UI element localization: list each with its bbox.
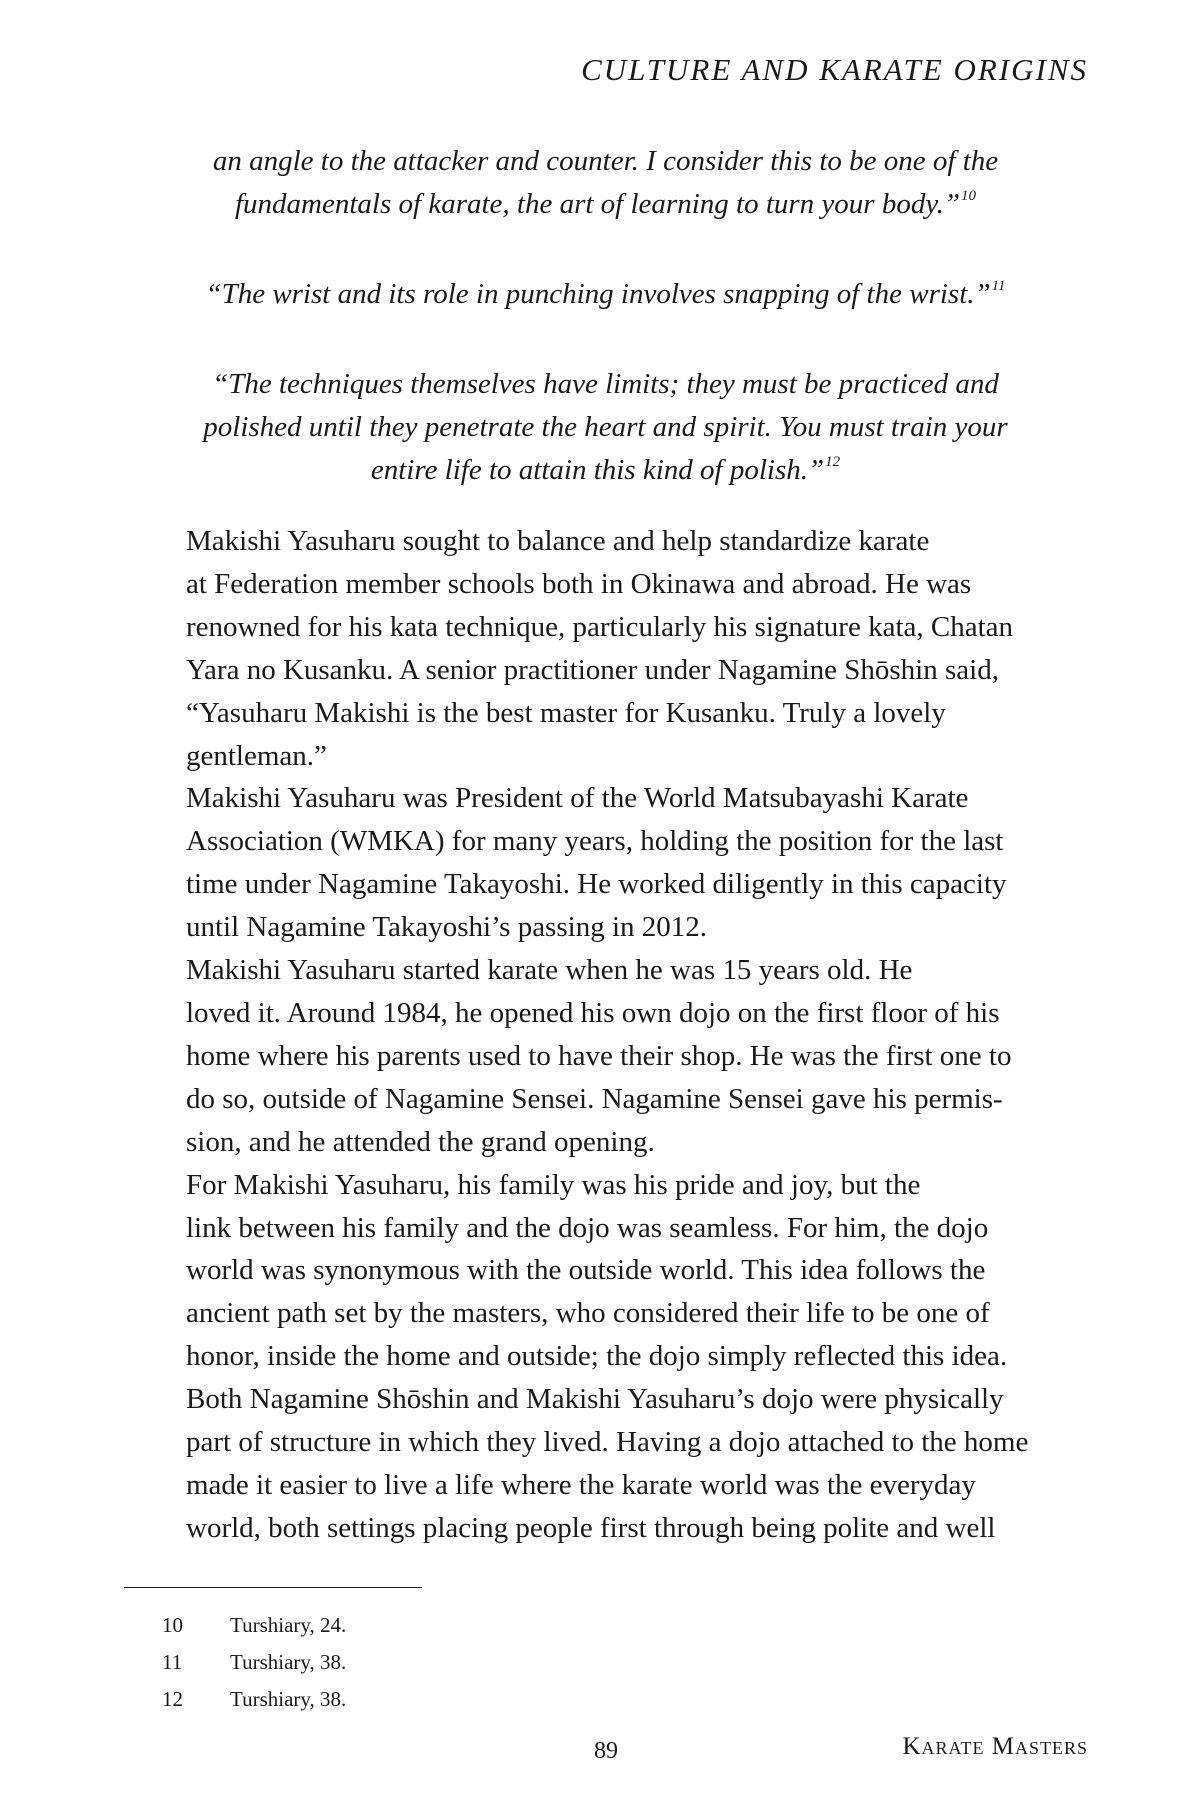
quote-line <box>124 449 1087 492</box>
text-line: Association (WMKA) for many years, holding the position for the last <box>186 825 1004 858</box>
text-line: For Makishi Yasuharu, his family was his pride and joy, but the <box>186 1168 921 1201</box>
quote-line-text: fundamentals of karate, the art of learning to turn your body.” <box>235 188 960 220</box>
text-line: do so, outside of Nagamine Sensei. Nagamine Sensei gave his permis- <box>186 1082 1003 1115</box>
text-line: until Nagamine Takayoshi’s passing in 2012. <box>186 911 707 944</box>
footnote <box>162 1681 346 1718</box>
footnote-number: 12 <box>162 1687 183 1711</box>
page-number: 89 <box>594 1738 618 1764</box>
text-line: part of structure in which they lived. Having a dojo attached to the home <box>186 1426 1029 1459</box>
footnote <box>162 1607 346 1644</box>
text-line: world, both settings placing people first through being polite and well <box>186 1511 996 1544</box>
paragraph <box>124 520 1088 777</box>
footnote-text: Turshiary, 38. <box>230 1650 347 1674</box>
footnotes <box>162 1607 346 1718</box>
footnote-text: Turshiary, 38. <box>230 1687 347 1711</box>
text-line: Makishi Yasuharu sought to balance and help standardize karate <box>186 525 930 557</box>
quote-line-text: entire life to attain this kind of polish.” <box>370 454 825 486</box>
quote-block <box>124 140 1087 226</box>
quote-line <box>124 183 1087 226</box>
paragraph <box>124 1164 1088 1550</box>
footnote-number: 11 <box>162 1650 183 1674</box>
footnote-ref: 10 <box>960 188 976 204</box>
footnote-divider <box>124 1587 422 1588</box>
text-line: “Yasuharu Makishi is the best master for Kusanku. Truly a lovely <box>186 696 946 729</box>
footnote-text: Turshiary, 24. <box>230 1613 347 1637</box>
footnote <box>162 1644 346 1681</box>
footnote-ref: 12 <box>825 454 841 470</box>
text-line: renowned for his kata technique, particularly his signature kata, Chatan <box>186 610 1014 643</box>
block-quotes <box>124 140 1087 492</box>
text-line: honor, inside the home and outside; the dojo simply reflected this idea. <box>186 1340 1008 1373</box>
text-line: link between his family and the dojo was seamless. For him, the dojo <box>186 1211 989 1244</box>
paragraph <box>124 949 1088 1164</box>
quote-block <box>124 273 1087 316</box>
body-text <box>124 520 1088 1550</box>
text-line: world was synonymous with the outside world. This idea follows the <box>186 1254 986 1287</box>
footnote-number: 10 <box>162 1613 183 1637</box>
text-line: gentleman.” <box>186 739 327 772</box>
text-line: at Federation member schools both in Okinawa and abroad. He was <box>186 567 972 600</box>
text-line: Both Nagamine Shōshin and Makishi Yasuharu’s dojo were physically <box>186 1383 1004 1416</box>
quote-line <box>124 273 1087 316</box>
quote-line: polished until they penetrate the heart and spirit. You must train your <box>203 411 1008 443</box>
running-head: CULTURE AND KARATE ORIGINS <box>581 52 1088 87</box>
text-line: sion, and he attended the grand opening. <box>186 1125 655 1158</box>
text-line: Makishi Yasuharu started karate when he was 15 years old. He <box>186 954 913 987</box>
text-line: Yara no Kusanku. A senior practitioner under Nagamine Shōshin said, <box>186 653 999 686</box>
quote-line: an angle to the attacker and counter. I consider this to be one of the <box>212 145 999 177</box>
text-line: loved it. Around 1984, he opened his own dojo on the first floor of his <box>186 996 1000 1029</box>
quote-line: “The techniques themselves have limits; they must be practiced and <box>212 368 999 400</box>
quote-block <box>124 363 1087 492</box>
footnote-ref: 11 <box>991 278 1006 294</box>
text-line: time under Nagamine Takayoshi. He worked diligently in this capacity <box>186 868 1007 901</box>
text-line: home where his parents used to have their shop. He was the first one to <box>186 1039 1012 1072</box>
text-line: Makishi Yasuharu was President of the World Matsubayashi Karate <box>186 782 969 815</box>
quote-line-text: “The wrist and its role in punching involves snapping of the wrist.” <box>205 278 991 310</box>
paragraph <box>124 777 1088 949</box>
text-line: ancient path set by the masters, who considered their life to be one of <box>186 1297 990 1330</box>
running-foot: Karate Masters <box>902 1733 1088 1760</box>
text-line: made it easier to live a life where the karate world was the everyday <box>186 1468 976 1501</box>
